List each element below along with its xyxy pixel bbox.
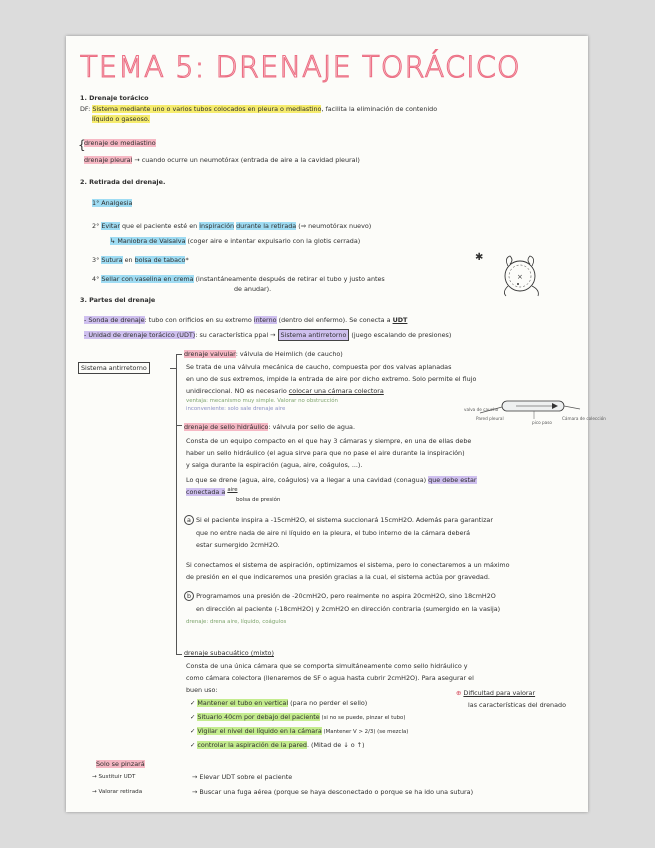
section-1-heading: 1. Drenaje torácico [80, 94, 149, 102]
definition-line [80, 105, 437, 114]
pinzar-l1-a: → Sustituir UDT [92, 774, 136, 780]
example-b-num: b [184, 591, 194, 601]
step-4-rest: (instantáneamente después de retirar el tubo y justo antes [193, 275, 385, 283]
part-sonda-udt: UDT [392, 316, 408, 324]
step-3 [92, 256, 189, 265]
valvular-l3-b: colocar una cámara colectora [288, 387, 384, 395]
notebook-page [66, 36, 606, 812]
aspiracion-l2: de presión en el que indicaremos una presión gracias a la cual, el sistema actúa por gravedad. [186, 573, 490, 581]
example-a-l2: que no entre nada de aire ni líquido en la pleura, el tubo interno de la cámara deberá [196, 529, 471, 537]
warning-dot-icon: ⊕ [456, 689, 462, 697]
bracket-mid [176, 425, 182, 426]
example-b-l2: en dirección al paciente (-18cmH2O) y 2cmH2O en dirección contraria (sumergido en la vasija) [196, 605, 501, 613]
subacuatico-l3: buen uso: [186, 686, 218, 694]
df-label: DF: [80, 105, 91, 113]
section-2-heading-text: 2. Retirada del drenaje. [80, 178, 166, 186]
part-udt-b: : su característica ppal → [195, 331, 278, 339]
step-2 [92, 222, 371, 231]
purse-string-suture-icon [490, 248, 550, 302]
step-2-sub [110, 237, 360, 246]
part-udt-label: - Unidad de drenaje torácico (UDT) [84, 331, 196, 339]
step-3-hl2: bolsa de tabaco [134, 256, 186, 264]
check-3-rest: (Mantener V > 2/3) (se mezcla) [321, 729, 409, 735]
section-3-heading [80, 296, 155, 305]
pinzar-l2-a: → Valorar retirada [92, 789, 143, 795]
sello-title-b: : válvula por sello de agua. [268, 423, 355, 431]
step-1-text: 1° Analgesia [92, 199, 133, 207]
step-2-end: (⇒ neumotórax nuevo) [296, 222, 372, 230]
pinzar-l1-b: → Elevar UDT sobre el paciente [192, 773, 293, 781]
sello-title [184, 423, 355, 432]
df-line2: líquido o gaseoso. [92, 115, 150, 123]
step-1 [92, 199, 132, 208]
sello-l5-b: aire [227, 487, 238, 493]
sello-l3: y salga durante la espiración (agua, aire, coágulos, ...). [186, 461, 363, 469]
bracket-line [176, 354, 177, 654]
valvular-l1: Se trata de una válvula mecánica de caucho, compuesta por dos valvas aplanadas [186, 363, 452, 371]
check-icon: ✓ [190, 713, 196, 721]
sello-l4 [186, 476, 477, 485]
sello-l5 [186, 488, 238, 498]
svg-text:✱: ✱ [475, 252, 484, 263]
df-rest: , facilita la eliminación de contenido [321, 105, 438, 113]
valvular-inconveniente: inconveniente: solo sale drenaje aire [186, 406, 286, 412]
df-highlight: Sistema mediante uno o varios tubos colocados en pleura o mediastino [92, 105, 322, 113]
check-3-hl: Vigilar el nivel del líquido en la cámara [197, 727, 322, 735]
dificultad-l2: las características del drenado [468, 701, 566, 709]
bullet-pleural-rest: → cuando ocurre un neumotórax (entrada de aire a la cavidad pleural) [132, 156, 360, 164]
part-udt-d: (juego escalando de presiones) [349, 331, 452, 339]
step-4-hl: Sellar con vaselina en crema [101, 275, 194, 283]
step-3-hl1: Sutura [101, 256, 123, 264]
pinzar-label [96, 760, 145, 769]
check-2 [190, 713, 405, 723]
subacuatico-title [184, 649, 274, 658]
sello-l2: haber un sello hidráulico (el agua sirve para que no pase el aire durante la inspiración) [186, 449, 465, 457]
check-4-rest: . (Mitad de ↓ o ↑) [306, 741, 365, 749]
check-2-rest: (si no se puede, pinzar el tubo) [319, 715, 406, 721]
check-4 [190, 741, 365, 750]
check-icon: ✓ [190, 699, 196, 707]
part-sonda-b: : tubo con orificios en su extremo [144, 316, 254, 324]
check-2-hl: Situarlo 40cm por debajo del paciente [197, 713, 320, 721]
pinzar-label-text: Solo se pinzará [96, 760, 145, 768]
bullet-pleural-hl: drenaje pleural [84, 156, 133, 164]
diagram-label-pared: Pared pleural [476, 416, 504, 421]
step-2-hl2: inspiración [199, 222, 235, 230]
section-3-heading-text: 3. Partes del drenaje [80, 296, 156, 304]
dificultad [456, 689, 535, 698]
example-b-text: Programamos una presión de -20cmH2O, pero realmente no aspira 20cmH2O, sino 18cmH2O [196, 592, 496, 600]
step-3-end: * [185, 256, 189, 264]
bullet-pleural [84, 156, 360, 165]
example-a-l3: estar sumergido 2cmH2O. [196, 541, 280, 549]
check-1-hl: Mantener el tubo en vertical [197, 699, 289, 707]
part-sonda-interno: interno [253, 316, 277, 324]
part-sonda [84, 316, 407, 325]
example-b-l1 [184, 592, 496, 601]
valvular-ventaja: ventaja: mecanismo muy simple. Valorar no obstrucción [186, 398, 338, 404]
svg-text:×: × [517, 273, 523, 281]
example-a-l1 [184, 516, 493, 525]
step-2-sub-hl: ↳ Maniobra de Valsalva [110, 237, 186, 245]
bracket-connector [170, 368, 176, 369]
bracket-top [176, 354, 182, 355]
section-2-heading [80, 178, 165, 187]
step-2-num: 2° [92, 222, 100, 230]
part-udt-antirretorno: Sistema antirretorno [278, 329, 350, 341]
bullet-mediastino [78, 138, 156, 152]
valvular-l3-a: unidireccional. NO es necesario [186, 387, 289, 395]
check-1-rest: (para no perder el sello) [288, 699, 368, 707]
step-2-hl3: durante la retirada [236, 222, 297, 230]
valvular-title-a: drenaje valvular [184, 350, 236, 358]
step-2-sub-rest: (coger aire e intentar expulsarlo con la glotis cerrada) [185, 237, 361, 245]
brace-icon: { [78, 138, 86, 152]
check-icon: ✓ [190, 727, 196, 735]
diagram-label-pico: pico paso [532, 420, 552, 425]
pinzar-l2-b: → Buscar una fuga aérea (porque se haya desconectado o porque se ha ido una sutura) [192, 788, 474, 796]
step-2-hl1: Evitar [101, 222, 120, 230]
valvular-l2: en uno de sus extremos, impide la entrada de aire por dicho extremo. Solo permite el flujo [186, 375, 477, 383]
diagram-label-camara: Cámara de colección [562, 416, 606, 421]
step-3-mid: en [122, 256, 135, 264]
diagram-label-valva: valva de caucho [464, 407, 499, 412]
part-sonda-label: - Sonda de drenaje [84, 316, 145, 324]
asterisk-icon [474, 250, 486, 262]
definition-line-2 [92, 115, 150, 124]
valvular-title [184, 350, 343, 359]
sello-l4-a: Lo que se drene (agua, aire, coágulos) va a llegar a una cavidad (conagua) [186, 476, 429, 484]
subacuatico-title-text: drenaje subacuático (mixto) [184, 649, 274, 657]
sello-l5-c: bolsa de presión [236, 497, 281, 503]
valvular-l3 [186, 387, 384, 396]
sello-l1: Consta de un equipo compacto en el que hay 3 cámaras y siempre, en una de ellas debe [186, 437, 472, 445]
step-4 [92, 275, 385, 284]
example-a-text: Si el paciente inspira a -15cmH2O, el sistema succionará 15cmH2O. Además para garantizar [195, 516, 493, 524]
part-udt [84, 331, 451, 340]
page-title: TEMA 5: DRENAJE TORÁCICO [80, 50, 521, 84]
example-b-l3: drenaje: drena aire, líquido, coágulos [186, 619, 287, 625]
bracket-bottom [176, 654, 182, 655]
sello-title-a: drenaje de sello hidráulico [184, 423, 269, 431]
sello-l4-b: que debe estar [428, 476, 477, 484]
part-sonda-d: (dentro del enfermo). Se conecta a [276, 316, 393, 324]
dificultad-text: Dificultad para valorar [463, 689, 536, 697]
subacuatico-l2: como cámara colectora (llenaremos de SF o agua hasta cubrir 2cmH2O). Para asegurar el [186, 674, 474, 682]
step-4-line2-text: de anudar). [234, 285, 272, 293]
bullet-mediastino-text: drenaje de mediastino [84, 139, 156, 147]
check-4-hl: controlar la aspiración de la pared [197, 741, 307, 749]
check-3 [190, 727, 408, 737]
check-icon: ✓ [190, 741, 196, 749]
step-3-num: 3° [92, 256, 100, 264]
sello-l5-a: conectada a [186, 488, 226, 496]
step-4-line2 [234, 285, 271, 294]
section-1 [80, 94, 149, 103]
sistema-antirretorno-box [78, 364, 150, 373]
aspiracion-l1: Si conectamos el sistema de aspiración, optimizamos el sistema, pero lo conectaremos a un máximo [186, 561, 510, 569]
example-a-num: a [184, 515, 194, 525]
step-2-mid: que el paciente esté en [119, 222, 200, 230]
subacuatico-l1: Consta de una única cámara que se comporta simultáneamente como sello hidráulico y [186, 662, 468, 670]
sistema-antirretorno-label: Sistema antirretorno [78, 362, 150, 374]
valvular-title-b: : válvula de Heimlich (de caucho) [235, 350, 343, 358]
step-4-num: 4° [92, 275, 100, 283]
check-1 [190, 699, 367, 708]
